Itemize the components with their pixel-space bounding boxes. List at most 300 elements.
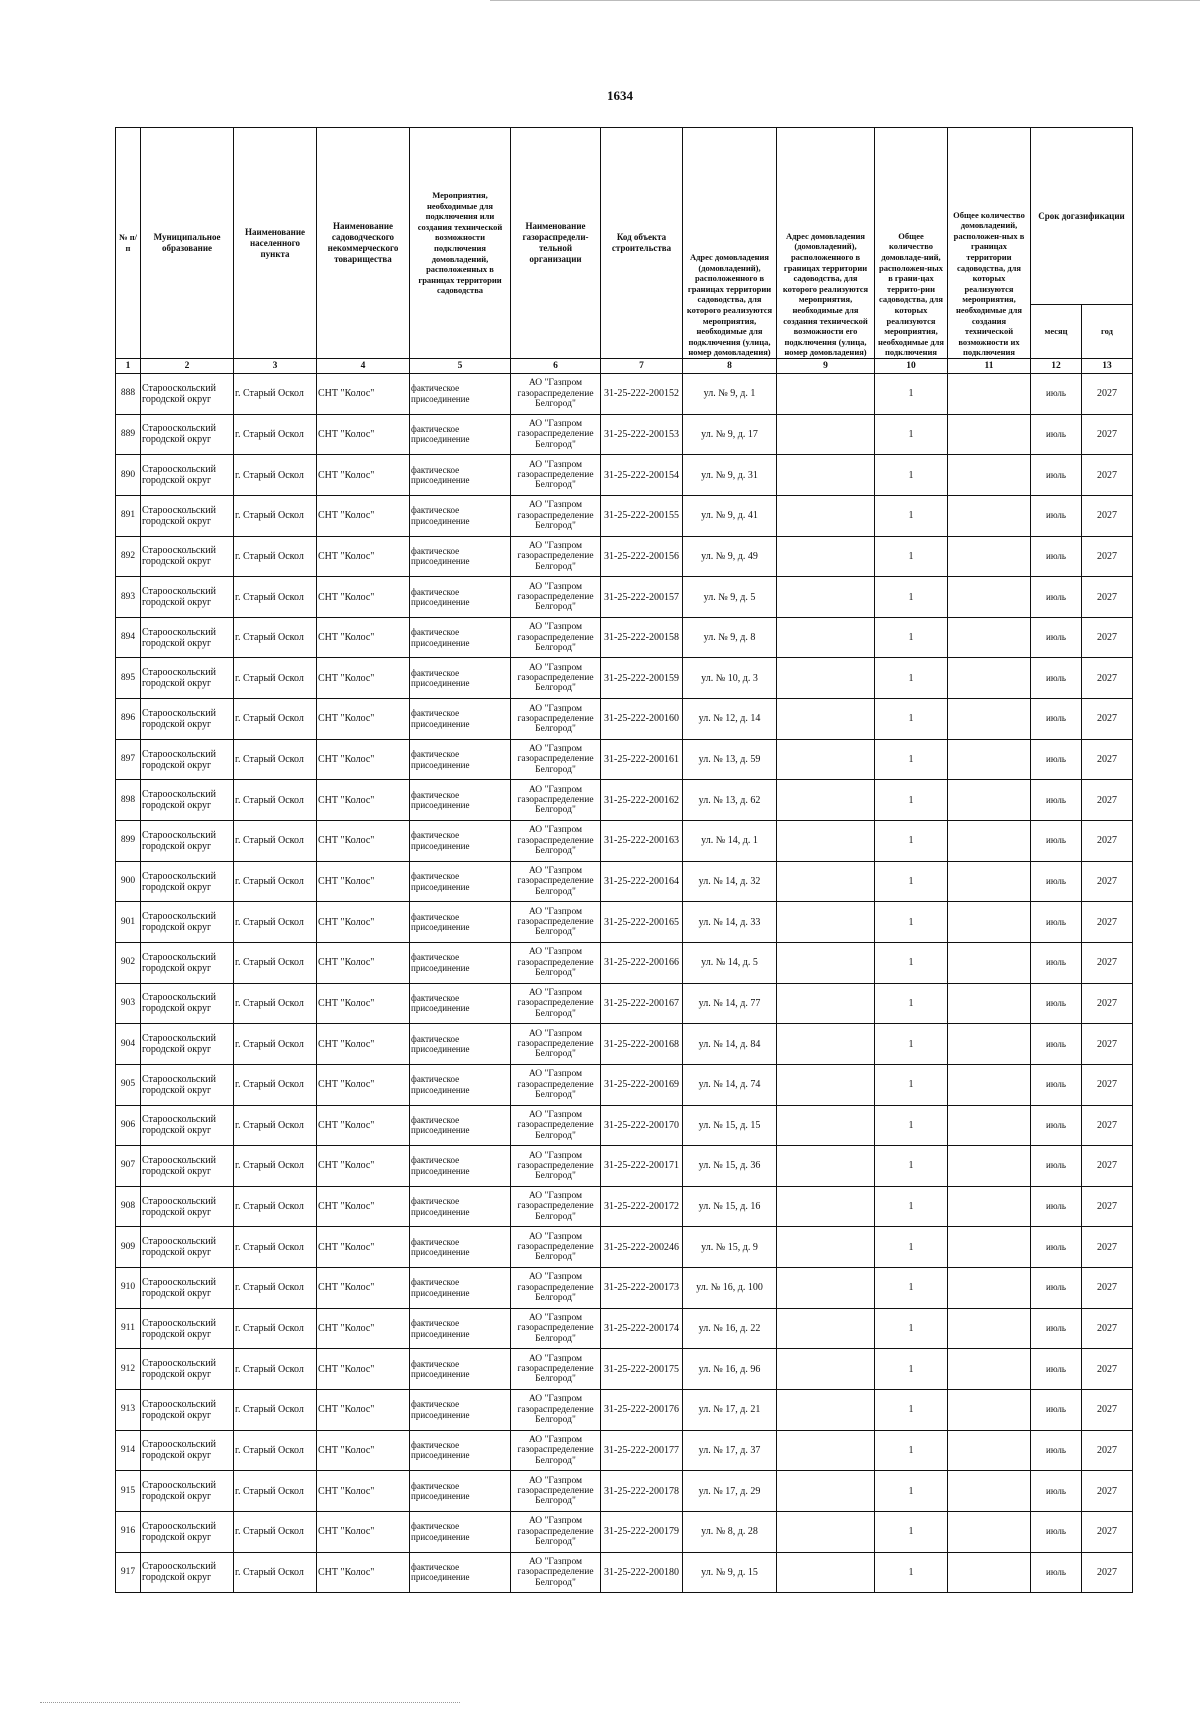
gas-org-cell: АО "Газпром газораспределение Белгород" <box>511 861 601 902</box>
gas-org-cell: АО "Газпром газораспределение Белгород" <box>511 821 601 862</box>
row-number: 893 <box>116 577 141 618</box>
table-row <box>116 1227 1133 1268</box>
locality-cell: г. Старый Оскол <box>234 1268 317 1309</box>
snt-cell: СНТ "Колос" <box>317 658 410 699</box>
measure-cell: фактическое присоединение <box>410 536 511 577</box>
table-row <box>116 1511 1133 1552</box>
count-capability-cell <box>948 1430 1031 1471</box>
locality-cell: г. Старый Оскол <box>234 1471 317 1512</box>
row-number: 917 <box>116 1552 141 1593</box>
measure-cell: фактическое присоединение <box>410 942 511 983</box>
address-cell: ул. № 10, д. 3 <box>683 658 777 699</box>
address-cell: ул. № 9, д. 8 <box>683 617 777 658</box>
gas-org-cell: АО "Газпром газораспределение Белгород" <box>511 1146 601 1187</box>
municipality-cell: Старооскольский городской округ <box>141 455 234 496</box>
address-capability-cell <box>777 1146 875 1187</box>
snt-cell: СНТ "Колос" <box>317 414 410 455</box>
count-capability-cell <box>948 1186 1031 1227</box>
count-capability-cell <box>948 861 1031 902</box>
table-body <box>116 374 1133 1593</box>
locality-cell: г. Старый Оскол <box>234 1349 317 1390</box>
row-number: 888 <box>116 374 141 415</box>
locality-cell: г. Старый Оскол <box>234 1227 317 1268</box>
address-cell: ул. № 9, д. 49 <box>683 536 777 577</box>
address-cell: ул. № 16, д. 22 <box>683 1308 777 1349</box>
month-cell: июль <box>1031 414 1082 455</box>
count-capability-cell <box>948 495 1031 536</box>
municipality-cell: Старооскольский городской округ <box>141 1227 234 1268</box>
object-code-cell: 31-25-222-200170 <box>601 1105 683 1146</box>
row-number: 906 <box>116 1105 141 1146</box>
table-row <box>116 374 1133 415</box>
count-cell: 1 <box>875 1471 948 1512</box>
address-capability-cell <box>777 1511 875 1552</box>
snt-cell: СНТ "Колос" <box>317 1105 410 1146</box>
object-code-cell: 31-25-222-200175 <box>601 1349 683 1390</box>
measure-cell: фактическое присоединение <box>410 1471 511 1512</box>
count-capability-cell <box>948 699 1031 740</box>
municipality-cell: Старооскольский городской округ <box>141 1349 234 1390</box>
object-code-cell: 31-25-222-200180 <box>601 1552 683 1593</box>
address-cell: ул. № 15, д. 9 <box>683 1227 777 1268</box>
address-cell: ул. № 12, д. 14 <box>683 699 777 740</box>
address-capability-cell <box>777 1064 875 1105</box>
object-code-cell: 31-25-222-200178 <box>601 1471 683 1512</box>
gas-org-cell: АО "Газпром газораспределение Белгород" <box>511 1105 601 1146</box>
measure-cell: фактическое присоединение <box>410 1308 511 1349</box>
locality-cell: г. Старый Оскол <box>234 658 317 699</box>
municipality-cell: Старооскольский городской округ <box>141 1268 234 1309</box>
month-cell: июль <box>1031 536 1082 577</box>
locality-cell: г. Старый Оскол <box>234 577 317 618</box>
locality-cell: г. Старый Оскол <box>234 942 317 983</box>
table-row <box>116 577 1133 618</box>
row-number: 889 <box>116 414 141 455</box>
object-code-cell: 31-25-222-200165 <box>601 902 683 943</box>
header-gas-org: Наименование газораспредели-тельной организации <box>511 128 601 359</box>
municipality-cell: Старооскольский городской округ <box>141 617 234 658</box>
object-code-cell: 31-25-222-200176 <box>601 1390 683 1431</box>
row-number: 894 <box>116 617 141 658</box>
month-cell: июль <box>1031 780 1082 821</box>
table-row <box>116 1146 1133 1187</box>
month-cell: июль <box>1031 1511 1082 1552</box>
footer-scan-line <box>40 1702 460 1703</box>
gas-org-cell: АО "Газпром газораспределение Белгород" <box>511 1390 601 1431</box>
count-cell: 1 <box>875 942 948 983</box>
count-cell: 1 <box>875 1552 948 1593</box>
snt-cell: СНТ "Колос" <box>317 1390 410 1431</box>
address-capability-cell <box>777 455 875 496</box>
year-cell: 2027 <box>1082 699 1133 740</box>
count-capability-cell <box>948 1390 1031 1431</box>
locality-cell: г. Старый Оскол <box>234 780 317 821</box>
snt-cell: СНТ "Колос" <box>317 495 410 536</box>
locality-cell: г. Старый Оскол <box>234 821 317 862</box>
address-cell: ул. № 14, д. 84 <box>683 1024 777 1065</box>
gas-org-cell: АО "Газпром газораспределение Белгород" <box>511 1268 601 1309</box>
measure-cell: фактическое присоединение <box>410 414 511 455</box>
table-row <box>116 983 1133 1024</box>
gas-org-cell: АО "Газпром газораспределение Белгород" <box>511 1511 601 1552</box>
month-cell: июль <box>1031 942 1082 983</box>
address-cell: ул. № 9, д. 5 <box>683 577 777 618</box>
locality-cell: г. Старый Оскол <box>234 1308 317 1349</box>
header-measures: Мероприятия, необходимые для подключения или создания технической возможности подключения домовладений, расположенных в границах территории садоводства <box>410 128 511 359</box>
snt-cell: СНТ "Колос" <box>317 1471 410 1512</box>
count-cell: 1 <box>875 1227 948 1268</box>
count-cell: 1 <box>875 902 948 943</box>
year-cell: 2027 <box>1082 1308 1133 1349</box>
count-capability-cell <box>948 739 1031 780</box>
address-capability-cell <box>777 1268 875 1309</box>
snt-cell: СНТ "Колос" <box>317 902 410 943</box>
locality-cell: г. Старый Оскол <box>234 617 317 658</box>
gas-org-cell: АО "Газпром газораспределение Белгород" <box>511 374 601 415</box>
gas-org-cell: АО "Газпром газораспределение Белгород" <box>511 658 601 699</box>
table-row <box>116 1105 1133 1146</box>
measure-cell: фактическое присоединение <box>410 699 511 740</box>
address-cell: ул. № 15, д. 15 <box>683 1105 777 1146</box>
locality-cell: г. Старый Оскол <box>234 1430 317 1471</box>
count-cell: 1 <box>875 455 948 496</box>
measure-cell: фактическое присоединение <box>410 1186 511 1227</box>
locality-cell: г. Старый Оскол <box>234 1064 317 1105</box>
municipality-cell: Старооскольский городской округ <box>141 1511 234 1552</box>
month-cell: июль <box>1031 1308 1082 1349</box>
count-capability-cell <box>948 1146 1031 1187</box>
month-cell: июль <box>1031 455 1082 496</box>
row-number: 898 <box>116 780 141 821</box>
measure-cell: фактическое присоединение <box>410 658 511 699</box>
object-code-cell: 31-25-222-200164 <box>601 861 683 902</box>
year-cell: 2027 <box>1082 1552 1133 1593</box>
table-row <box>116 1390 1133 1431</box>
gas-org-cell: АО "Газпром газораспределение Белгород" <box>511 1308 601 1349</box>
address-cell: ул. № 14, д. 1 <box>683 821 777 862</box>
table-row <box>116 495 1133 536</box>
count-capability-cell <box>948 1511 1031 1552</box>
gas-org-cell: АО "Газпром газораспределение Белгород" <box>511 1024 601 1065</box>
municipality-cell: Старооскольский городской округ <box>141 1471 234 1512</box>
row-number: 915 <box>116 1471 141 1512</box>
header-deadline: Срок догазификации <box>1031 128 1133 305</box>
header-address-capability: Адрес домовладения (домовладений), расположенного в границах территории садоводства, для которого реализуются мероприятия, необходимые для создания технической возможности его подключения (улица, номер домовладения) <box>777 128 875 359</box>
object-code-cell: 31-25-222-200174 <box>601 1308 683 1349</box>
object-code-cell: 31-25-222-200160 <box>601 699 683 740</box>
object-code-cell: 31-25-222-200179 <box>601 1511 683 1552</box>
count-capability-cell <box>948 1227 1031 1268</box>
table-row <box>116 1024 1133 1065</box>
object-code-cell: 31-25-222-200167 <box>601 983 683 1024</box>
table-row <box>116 1430 1133 1471</box>
object-code-cell: 31-25-222-200168 <box>601 1024 683 1065</box>
object-code-cell: 31-25-222-200171 <box>601 1146 683 1187</box>
address-cell: ул. № 15, д. 16 <box>683 1186 777 1227</box>
table-row <box>116 658 1133 699</box>
measure-cell: фактическое присоединение <box>410 1227 511 1268</box>
snt-cell: СНТ "Колос" <box>317 1186 410 1227</box>
row-number: 912 <box>116 1349 141 1390</box>
address-cell: ул. № 17, д. 37 <box>683 1430 777 1471</box>
count-capability-cell <box>948 1552 1031 1593</box>
snt-cell: СНТ "Колос" <box>317 1146 410 1187</box>
address-cell: ул. № 9, д. 31 <box>683 455 777 496</box>
month-cell: июль <box>1031 1268 1082 1309</box>
municipality-cell: Старооскольский городской округ <box>141 658 234 699</box>
measure-cell: фактическое присоединение <box>410 1146 511 1187</box>
table-row <box>116 1552 1133 1593</box>
object-code-cell: 31-25-222-200158 <box>601 617 683 658</box>
municipality-cell: Старооскольский городской округ <box>141 780 234 821</box>
count-cell: 1 <box>875 414 948 455</box>
gas-org-cell: АО "Газпром газораспределение Белгород" <box>511 414 601 455</box>
year-cell: 2027 <box>1082 1390 1133 1431</box>
object-code-cell: 31-25-222-200173 <box>601 1268 683 1309</box>
count-cell: 1 <box>875 983 948 1024</box>
table-header <box>116 128 1133 374</box>
locality-cell: г. Старый Оскол <box>234 495 317 536</box>
header-municipality: Муниципальное образование <box>141 128 234 359</box>
snt-cell: СНТ "Колос" <box>317 983 410 1024</box>
gas-org-cell: АО "Газпром газораспределение Белгород" <box>511 1471 601 1512</box>
row-number: 909 <box>116 1227 141 1268</box>
snt-cell: СНТ "Колос" <box>317 1349 410 1390</box>
snt-cell: СНТ "Колос" <box>317 1064 410 1105</box>
row-number: 891 <box>116 495 141 536</box>
municipality-cell: Старооскольский городской округ <box>141 983 234 1024</box>
gas-org-cell: АО "Газпром газораспределение Белгород" <box>511 699 601 740</box>
year-cell: 2027 <box>1082 1064 1133 1105</box>
year-cell: 2027 <box>1082 536 1133 577</box>
municipality-cell: Старооскольский городской округ <box>141 902 234 943</box>
municipality-cell: Старооскольский городской округ <box>141 821 234 862</box>
locality-cell: г. Старый Оскол <box>234 902 317 943</box>
address-capability-cell <box>777 1390 875 1431</box>
snt-cell: СНТ "Колос" <box>317 1308 410 1349</box>
count-capability-cell <box>948 1268 1031 1309</box>
page-number: 1634 <box>607 88 633 103</box>
year-cell: 2027 <box>1082 414 1133 455</box>
month-cell: июль <box>1031 577 1082 618</box>
column-number: 9 <box>777 359 875 374</box>
address-cell: ул. № 8, д. 28 <box>683 1511 777 1552</box>
address-capability-cell <box>777 821 875 862</box>
municipality-cell: Старооскольский городской округ <box>141 1024 234 1065</box>
table-row <box>116 1268 1133 1309</box>
count-capability-cell <box>948 1471 1031 1512</box>
year-cell: 2027 <box>1082 739 1133 780</box>
table-row <box>116 861 1133 902</box>
row-number: 908 <box>116 1186 141 1227</box>
header-count-capability: Общее количество домовладений, расположен-ных в границах территории садоводства, для которых реализуются мероприятия, необходимые для создания технической возможности их подключения <box>948 128 1031 359</box>
address-capability-cell <box>777 1552 875 1593</box>
snt-cell: СНТ "Колос" <box>317 374 410 415</box>
object-code-cell: 31-25-222-200156 <box>601 536 683 577</box>
column-number: 4 <box>317 359 410 374</box>
table-row <box>116 1471 1133 1512</box>
year-cell: 2027 <box>1082 942 1133 983</box>
row-number: 904 <box>116 1024 141 1065</box>
address-cell: ул. № 14, д. 32 <box>683 861 777 902</box>
municipality-cell: Старооскольский городской округ <box>141 1146 234 1187</box>
municipality-cell: Старооскольский городской округ <box>141 739 234 780</box>
gas-org-cell: АО "Газпром газораспределение Белгород" <box>511 983 601 1024</box>
address-capability-cell <box>777 780 875 821</box>
count-capability-cell <box>948 374 1031 415</box>
municipality-cell: Старооскольский городской округ <box>141 1552 234 1593</box>
year-cell: 2027 <box>1082 495 1133 536</box>
count-capability-cell <box>948 780 1031 821</box>
count-cell: 1 <box>875 577 948 618</box>
address-cell: ул. № 9, д. 17 <box>683 414 777 455</box>
table-row <box>116 617 1133 658</box>
address-cell: ул. № 9, д. 1 <box>683 374 777 415</box>
count-cell: 1 <box>875 861 948 902</box>
month-cell: июль <box>1031 658 1082 699</box>
count-capability-cell <box>948 617 1031 658</box>
object-code-cell: 31-25-222-200157 <box>601 577 683 618</box>
month-cell: июль <box>1031 739 1082 780</box>
object-code-cell: 31-25-222-200246 <box>601 1227 683 1268</box>
snt-cell: СНТ "Колос" <box>317 455 410 496</box>
address-capability-cell <box>777 942 875 983</box>
municipality-cell: Старооскольский городской округ <box>141 1308 234 1349</box>
address-cell: ул. № 9, д. 41 <box>683 495 777 536</box>
year-cell: 2027 <box>1082 1146 1133 1187</box>
municipality-cell: Старооскольский городской округ <box>141 495 234 536</box>
row-number: 896 <box>116 699 141 740</box>
year-cell: 2027 <box>1082 1186 1133 1227</box>
locality-cell: г. Старый Оскол <box>234 455 317 496</box>
column-number: 6 <box>511 359 601 374</box>
month-cell: июль <box>1031 1186 1082 1227</box>
address-cell: ул. № 14, д. 77 <box>683 983 777 1024</box>
measure-cell: фактическое присоединение <box>410 495 511 536</box>
row-number: 914 <box>116 1430 141 1471</box>
locality-cell: г. Старый Оскол <box>234 1552 317 1593</box>
address-cell: ул. № 16, д. 96 <box>683 1349 777 1390</box>
row-number: 903 <box>116 983 141 1024</box>
municipality-cell: Старооскольский городской округ <box>141 1430 234 1471</box>
object-code-cell: 31-25-222-200169 <box>601 1064 683 1105</box>
gas-org-cell: АО "Газпром газораспределение Белгород" <box>511 1064 601 1105</box>
measure-cell: фактическое присоединение <box>410 983 511 1024</box>
gas-org-cell: АО "Газпром газораспределение Белгород" <box>511 780 601 821</box>
address-capability-cell <box>777 617 875 658</box>
count-cell: 1 <box>875 780 948 821</box>
row-number: 901 <box>116 902 141 943</box>
column-number: 11 <box>948 359 1031 374</box>
measure-cell: фактическое присоединение <box>410 617 511 658</box>
snt-cell: СНТ "Колос" <box>317 577 410 618</box>
address-capability-cell <box>777 1349 875 1390</box>
count-cell: 1 <box>875 617 948 658</box>
object-code-cell: 31-25-222-200159 <box>601 658 683 699</box>
row-number: 900 <box>116 861 141 902</box>
municipality-cell: Старооскольский городской округ <box>141 414 234 455</box>
gas-org-cell: АО "Газпром газораспределение Белгород" <box>511 1186 601 1227</box>
locality-cell: г. Старый Оскол <box>234 1186 317 1227</box>
snt-cell: СНТ "Колос" <box>317 1227 410 1268</box>
month-cell: июль <box>1031 821 1082 862</box>
measure-cell: фактическое присоединение <box>410 739 511 780</box>
column-number: 12 <box>1031 359 1082 374</box>
count-cell: 1 <box>875 1186 948 1227</box>
count-cell: 1 <box>875 1146 948 1187</box>
measure-cell: фактическое присоединение <box>410 1268 511 1309</box>
address-capability-cell <box>777 983 875 1024</box>
year-cell: 2027 <box>1082 1105 1133 1146</box>
snt-cell: СНТ "Колос" <box>317 1268 410 1309</box>
address-cell: ул. № 13, д. 62 <box>683 780 777 821</box>
table-row <box>116 821 1133 862</box>
snt-cell: СНТ "Колос" <box>317 536 410 577</box>
month-cell: июль <box>1031 861 1082 902</box>
snt-cell: СНТ "Колос" <box>317 617 410 658</box>
header-month: месяц <box>1031 305 1082 359</box>
year-cell: 2027 <box>1082 983 1133 1024</box>
address-capability-cell <box>777 1186 875 1227</box>
row-number: 892 <box>116 536 141 577</box>
address-capability-cell <box>777 861 875 902</box>
count-capability-cell <box>948 455 1031 496</box>
count-cell: 1 <box>875 1390 948 1431</box>
object-code-cell: 31-25-222-200166 <box>601 942 683 983</box>
address-capability-cell <box>777 414 875 455</box>
month-cell: июль <box>1031 1349 1082 1390</box>
gas-org-cell: АО "Газпром газораспределение Белгород" <box>511 1349 601 1390</box>
count-capability-cell <box>948 1064 1031 1105</box>
column-number: 13 <box>1082 359 1133 374</box>
count-capability-cell <box>948 536 1031 577</box>
count-cell: 1 <box>875 1308 948 1349</box>
count-cell: 1 <box>875 1430 948 1471</box>
locality-cell: г. Старый Оскол <box>234 1390 317 1431</box>
year-cell: 2027 <box>1082 455 1133 496</box>
count-capability-cell <box>948 902 1031 943</box>
count-capability-cell <box>948 983 1031 1024</box>
row-number: 907 <box>116 1146 141 1187</box>
table-row <box>116 780 1133 821</box>
municipality-cell: Старооскольский городской округ <box>141 699 234 740</box>
snt-cell: СНТ "Колос" <box>317 861 410 902</box>
count-cell: 1 <box>875 1105 948 1146</box>
month-cell: июль <box>1031 374 1082 415</box>
locality-cell: г. Старый Оскол <box>234 983 317 1024</box>
header-address-connection: Адрес домовладения (домовладений), расположенного в границах территории садоводства, для которого реализуются мероприятия, необходимые для подключения (улица, номер домовладения) <box>683 128 777 359</box>
count-capability-cell <box>948 414 1031 455</box>
address-capability-cell <box>777 1105 875 1146</box>
count-capability-cell <box>948 577 1031 618</box>
row-number: 916 <box>116 1511 141 1552</box>
year-cell: 2027 <box>1082 821 1133 862</box>
object-code-cell: 31-25-222-200154 <box>601 455 683 496</box>
year-cell: 2027 <box>1082 902 1133 943</box>
gas-org-cell: АО "Газпром газораспределение Белгород" <box>511 617 601 658</box>
object-code-cell: 31-25-222-200162 <box>601 780 683 821</box>
month-cell: июль <box>1031 1146 1082 1187</box>
locality-cell: г. Старый Оскол <box>234 1146 317 1187</box>
row-number: 913 <box>116 1390 141 1431</box>
gas-org-cell: АО "Газпром газораспределение Белгород" <box>511 1430 601 1471</box>
table-row <box>116 1308 1133 1349</box>
object-code-cell: 31-25-222-200177 <box>601 1430 683 1471</box>
municipality-cell: Старооскольский городской округ <box>141 577 234 618</box>
municipality-cell: Старооскольский городской округ <box>141 861 234 902</box>
gas-org-cell: АО "Газпром газораспределение Белгород" <box>511 1227 601 1268</box>
locality-cell: г. Старый Оскол <box>234 699 317 740</box>
